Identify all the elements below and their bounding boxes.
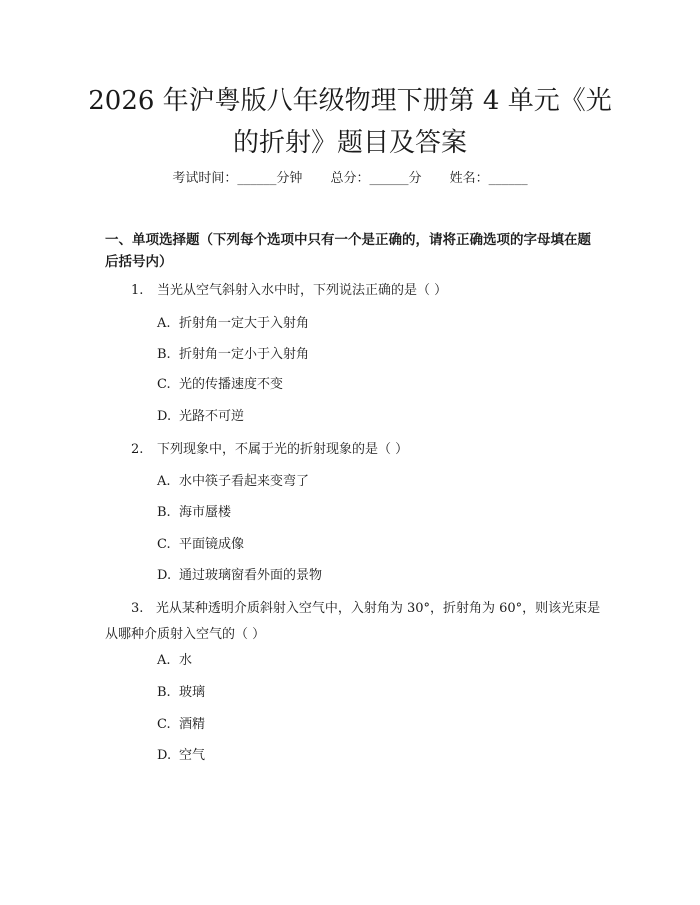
- option-letter: D.: [157, 568, 172, 583]
- option-letter: B.: [157, 505, 171, 520]
- option-text: 水中筷子看起来变弯了: [179, 474, 310, 489]
- option-text: 光的传播速度不变: [179, 377, 284, 392]
- option-text: 玻璃: [179, 685, 206, 700]
- student-name-label: 姓名：______: [449, 171, 528, 186]
- title-line-1: 2026 年沪粤版八年级物理下册第 4 单元《光: [88, 86, 612, 116]
- section-heading: 一、单项选择题（下列每个选项中只有一个是正确的，请将正确选项的字母填在题后括号内）: [105, 232, 591, 270]
- question-1: [131, 282, 447, 300]
- question-3-option-c: [157, 716, 205, 734]
- option-letter: D.: [157, 409, 172, 424]
- question-3: [105, 596, 605, 648]
- option-text: 水: [179, 653, 193, 668]
- option-text: 酒精: [179, 717, 206, 732]
- question-number: 1.: [131, 283, 144, 298]
- question-2-option-b: [157, 504, 231, 522]
- document-title: [60, 80, 640, 164]
- option-letter: A.: [157, 316, 171, 331]
- exam-info-line: [0, 170, 700, 188]
- question-2-option-a: [157, 473, 309, 491]
- question-1-option-a: [157, 315, 309, 333]
- option-letter: C.: [157, 377, 171, 392]
- option-text: 海市蜃楼: [179, 505, 232, 520]
- question-text: 当光从空气斜射入水中时，下列说法正确的是（ ）: [157, 283, 448, 298]
- option-text: 空气: [179, 748, 206, 763]
- question-2-option-c: [157, 536, 244, 554]
- option-letter: C.: [157, 537, 171, 552]
- option-letter: D.: [157, 748, 172, 763]
- option-text: 平面镜成像: [179, 537, 245, 552]
- question-text: 光从某种透明介质斜射入空气中，入射角为 30°，折射角为 60°，则该光束是从哪种介质射入空气的（ ）: [105, 601, 601, 642]
- question-1-option-b: [157, 346, 309, 364]
- question-2-option-d: [157, 567, 322, 585]
- question-3-option-d: [157, 747, 205, 765]
- title-line-2: 的折射》题目及答案: [232, 128, 467, 158]
- question-number: 2.: [131, 442, 144, 457]
- question-3-option-b: [157, 684, 205, 702]
- option-letter: A.: [157, 474, 171, 489]
- question-3-option-a: [157, 652, 192, 670]
- option-text: 折射角一定大于入射角: [179, 316, 310, 331]
- option-letter: B.: [157, 685, 171, 700]
- question-text: 下列现象中，不属于光的折射现象的是（ ）: [157, 442, 409, 457]
- option-text: 通过玻璃窗看外面的景物: [179, 568, 323, 583]
- question-1-option-c: [157, 376, 283, 394]
- option-text: 光路不可逆: [179, 409, 245, 424]
- total-score-label: 总分：______分: [330, 171, 422, 186]
- question-2: [131, 441, 408, 459]
- option-text: 折射角一定小于入射角: [179, 347, 310, 362]
- option-letter: C.: [157, 717, 171, 732]
- option-letter: B.: [157, 347, 171, 362]
- exam-time-label: 考试时间：______分钟: [172, 171, 303, 186]
- question-1-option-d: [157, 408, 244, 426]
- question-number: 3.: [131, 601, 144, 616]
- option-letter: A.: [157, 653, 171, 668]
